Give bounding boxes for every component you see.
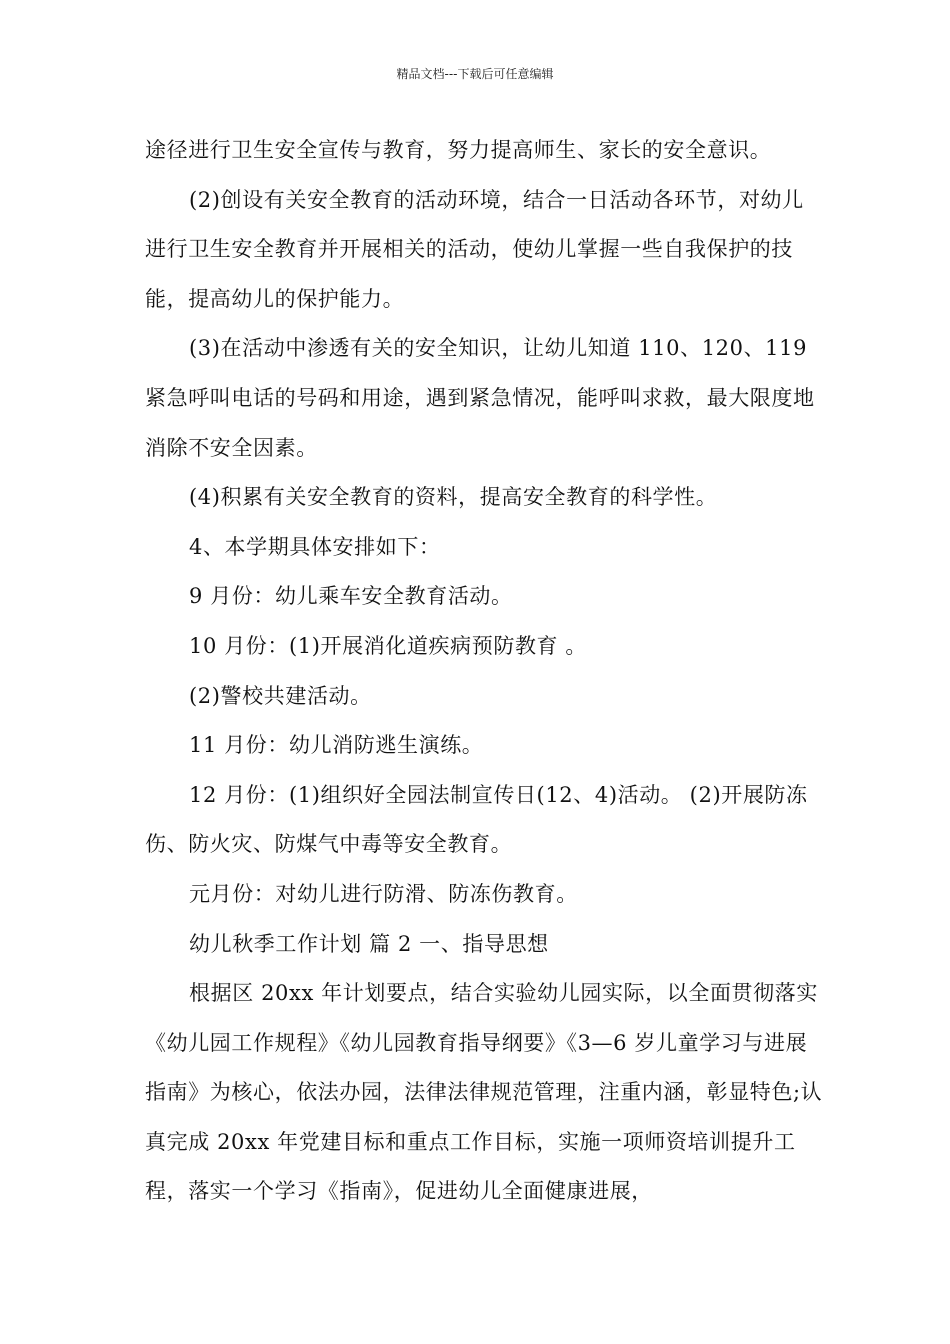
paragraph: 根据区 20xx 年计划要点，结合实验幼儿园实际，以全面贯彻落实《幼儿园工作规程》《幼儿园教育指导纲要》《3—6 岁儿童学习与进展指南》为核心，依法办园，法律法律规范管理，注重内涵，彰显特色;认真完成 20xx 年党建目标和重点工作目标，实施一项师资培训提升工程，落实一个学习《指南》，促进幼儿全面健康进展， — [145, 981, 823, 1204]
paragraph: 10 月份：(1)开展消化道疾病预防教育 。 — [189, 633, 588, 658]
paragraph: (4)积累有关安全教育的资料，提高安全教育的科学性。 — [189, 485, 718, 510]
paragraph: 元月份：对幼儿进行防滑、防冻伤教育。 — [189, 881, 578, 906]
paragraph: (3)在活动中渗透有关的安全知识，让幼儿知道 110、120、119 紧急呼叫电话的号码和用途，遇到紧急情况，能呼叫求救，最大限度地消除不安全因素。 — [145, 336, 815, 460]
paragraph: 12 月份：(1)组织好全园法制宣传日(12、4)活动。 (2)开展防冻伤、防火灾、防煤气中毒等安全教育。 — [145, 782, 808, 857]
document-body — [145, 126, 825, 1217]
paragraph: 11 月份：幼儿消防逃生演练。 — [189, 733, 484, 758]
paragraph: 4、本学期具体安排如下： — [189, 534, 441, 559]
page-header: 精品文档---下载后可任意编辑 — [396, 67, 554, 81]
paragraph: 途径进行卫生安全宣传与教育，努力提高师生、家长的安全意识。 — [145, 138, 772, 162]
paragraph: (2)创设有关安全教育的活动环境，结合一日活动各环节，对幼儿进行卫生安全教育并开展相关的活动，使幼儿掌握一些自我保护的技能，提高幼儿的保护能力。 — [145, 187, 804, 311]
paragraph: 9 月份：幼儿乘车安全教育活动。 — [189, 584, 513, 609]
paragraph: (2)警校共建活动。 — [189, 683, 372, 708]
section-heading: 幼儿秋季工作计划 篇 2 一、指导思想 — [189, 931, 549, 956]
